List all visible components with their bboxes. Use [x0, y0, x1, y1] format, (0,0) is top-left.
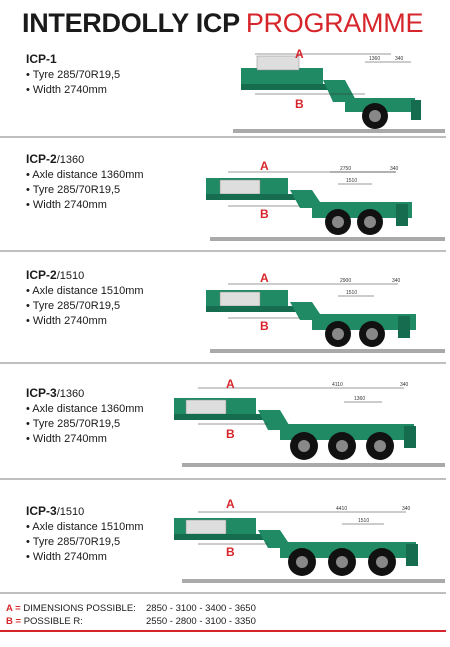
dimension-value: 4410	[336, 506, 348, 512]
spec-line: • Width 2740mm	[26, 551, 107, 563]
legend-text: DIMENSIONS POSSIBLE:	[23, 603, 136, 614]
model-name: ICP-1	[26, 52, 57, 66]
trailer-drawing	[206, 178, 445, 240]
trailer-figure	[215, 44, 445, 136]
spec-line: • Tyre 285/70R19,5	[26, 418, 121, 430]
title-light: PROGRAMME	[245, 8, 424, 38]
model-variant: /1360	[56, 388, 85, 400]
spec-block-icp-2-1510	[26, 268, 144, 329]
legend-row-a	[6, 602, 256, 615]
legend-row-b	[6, 615, 256, 628]
dimension-value: 340	[392, 278, 401, 284]
spec-line: • Axle distance 1360mm	[26, 169, 144, 181]
section-divider	[0, 250, 446, 252]
trailer-drawing	[206, 290, 445, 352]
spec-line: • Tyre 285/70R19,5	[26, 69, 121, 81]
dimension-a-label: A	[295, 47, 304, 61]
spec-block-icp-2-1360	[26, 152, 144, 213]
spec-line: • Tyre 285/70R19,5	[26, 184, 121, 196]
title-bold: INTERDOLLY ICP	[22, 8, 240, 38]
dimension-value: 1510	[346, 290, 358, 296]
legend-values: 2850 - 3100 - 3400 - 3650	[146, 603, 256, 614]
dimension-b-label: B	[260, 319, 269, 333]
trailer-drawing	[174, 518, 445, 582]
trailer-figure	[168, 374, 445, 470]
dimension-b-label: B	[260, 207, 269, 221]
bottom-rule	[0, 630, 446, 632]
legend-key: B =	[6, 616, 22, 627]
dimension-a-label: A	[260, 271, 269, 285]
section-divider	[0, 362, 446, 364]
spec-block-icp-1	[26, 52, 120, 98]
section-divider	[0, 592, 446, 594]
dimension-value: 340	[395, 56, 404, 62]
dimension-value: 4110	[332, 382, 343, 388]
trailer-drawing	[174, 398, 445, 466]
spec-line: • Tyre 285/70R19,5	[26, 536, 121, 548]
dimension-value: 2900	[340, 278, 352, 284]
spec-line: • Width 2740mm	[26, 199, 107, 211]
spec-line: • Width 2740mm	[26, 433, 107, 445]
page-title	[22, 6, 423, 40]
dimension-b-label: B	[226, 545, 235, 559]
spec-line: • Tyre 285/70R19,5	[26, 300, 121, 312]
model-name: ICP-3	[26, 386, 57, 400]
spec-line: • Axle distance 1360mm	[26, 403, 144, 415]
trailer-figure	[200, 152, 445, 244]
model-name: ICP-2	[26, 152, 57, 166]
spec-line: • Axle distance 1510mm	[26, 521, 144, 533]
model-variant: /1510	[56, 270, 85, 282]
model-variant: /1360	[56, 154, 85, 166]
legend-text: POSSIBLE R:	[23, 616, 83, 627]
dimension-value: 2750	[340, 166, 352, 172]
spec-line: • Width 2740mm	[26, 315, 107, 327]
dimension-a-label: A	[260, 159, 269, 173]
dimension-value: 1510	[358, 518, 370, 524]
dimension-value: 1360	[369, 56, 381, 62]
trailer-figure	[168, 494, 445, 586]
legend-key: A =	[6, 603, 21, 614]
spec-line: • Axle distance 1510mm	[26, 285, 144, 297]
spec-block-icp-3-1360	[26, 386, 144, 447]
dimension-b-label: B	[295, 97, 304, 111]
dimension-b-label: B	[226, 427, 235, 441]
model-name: ICP-3	[26, 504, 57, 518]
dimension-value: 340	[400, 382, 409, 388]
dimension-value: 340	[390, 166, 399, 172]
dimension-value: 1510	[346, 178, 358, 184]
dimension-a-label: A	[226, 497, 235, 511]
section-divider	[0, 478, 446, 480]
dimension-a-label: A	[226, 377, 235, 391]
model-variant: /1510	[56, 506, 85, 518]
legend-values: 2550 - 2800 - 3100 - 3350	[146, 616, 256, 627]
trailer-figure	[200, 264, 445, 356]
spec-line: • Width 2740mm	[26, 84, 107, 96]
dimension-value: 340	[402, 506, 411, 512]
section-divider	[0, 136, 446, 138]
dimension-value: 1360	[354, 396, 366, 402]
model-name: ICP-2	[26, 268, 57, 282]
spec-block-icp-3-1510	[26, 504, 144, 565]
